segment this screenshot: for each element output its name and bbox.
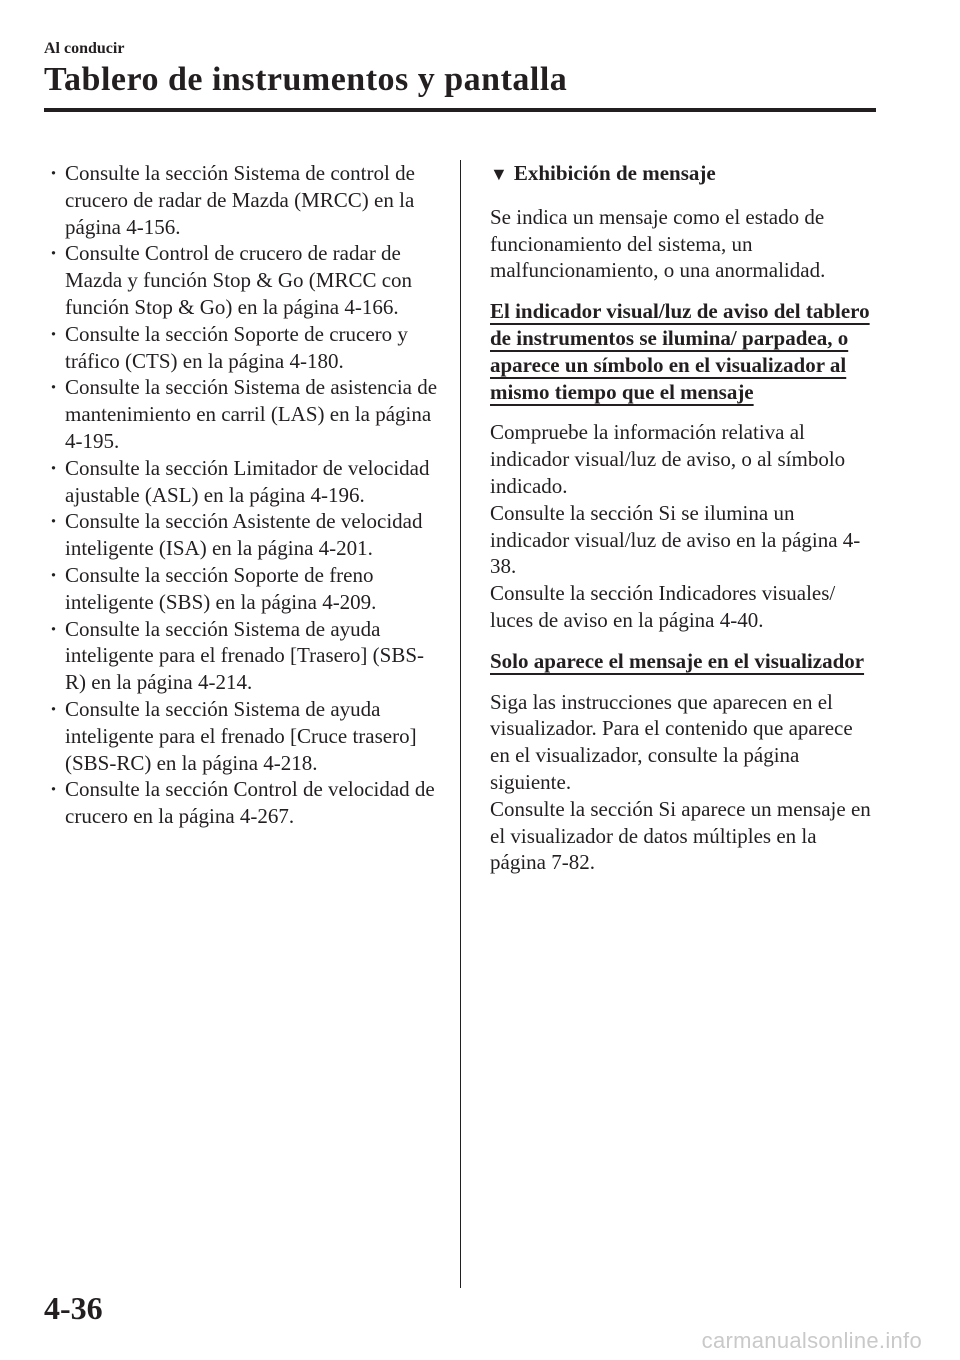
reference-list xyxy=(44,160,444,830)
list-item: · Consulte la sección Asistente de velocidad inteligente (ISA) en la página 4-201. xyxy=(44,508,444,562)
message-only-line: Consulte la sección Si aparece un mensaje en el visualizador de datos múltiples en la página 7-82. xyxy=(490,796,871,875)
list-item: · Consulte la sección Soporte de crucero y tráfico (CTS) en la página 4-180. xyxy=(44,321,444,375)
indicator-paragraph xyxy=(490,419,875,633)
list-item: · Consulte la sección Limitador de velocidad ajustable (ASL) en la página 4-196. xyxy=(44,455,444,509)
message-only-paragraph xyxy=(490,689,875,877)
message-display-heading-text: Exhibición de mensaje xyxy=(513,161,716,185)
right-column xyxy=(490,160,875,890)
page-number: 4-36 xyxy=(44,1290,103,1326)
chapter-title: Tablero de instrumentos y pantalla xyxy=(44,61,568,98)
left-column xyxy=(44,160,444,830)
list-item: · Consulte la sección Sistema de control de crucero de radar de Mazda (MRCC) en la página 4-156. xyxy=(44,160,444,240)
section-label: Al conducir xyxy=(44,40,125,57)
watermark: carmanualsonline.info xyxy=(701,1328,922,1353)
list-item: · Consulte la sección Control de velocidad de crucero en la página 4-267. xyxy=(44,776,444,830)
indicator-line: Consulte la sección Si se ilumina un indicador visual/luz de aviso en la página 4-38. xyxy=(490,500,861,579)
triangle-down-icon: ▼ xyxy=(490,164,508,184)
message-display-heading xyxy=(490,160,875,188)
column-divider xyxy=(460,160,461,1288)
list-item: · Consulte la sección Sistema de asistencia de mantenimiento en carril (LAS) en la página 4-195. xyxy=(44,374,444,454)
message-only-line: Siga las instrucciones que aparecen en el visualizador. Para el contenido que aparece en el visualizador, consulte la página siguiente. xyxy=(490,689,853,794)
list-item: · Consulte la sección Soporte de freno inteligente (SBS) en la página 4-209. xyxy=(44,562,444,616)
list-item: · Consulte la sección Sistema de ayuda inteligente para el frenado [Trasero] (SBS-R) en la página 4-214. xyxy=(44,616,444,696)
list-item: · Consulte la sección Sistema de ayuda inteligente para el frenado [Cruce trasero] (SBS-RC) en la página 4-218. xyxy=(44,696,444,776)
indicator-line: Compruebe la información relativa al indicador visual/luz de aviso, o al símbolo indicado. xyxy=(490,420,846,498)
list-item: · Consulte Control de crucero de radar de Mazda y función Stop & Go (MRCC con función Stop & Go) en la página 4-166. xyxy=(44,240,444,320)
indicator-line: Consulte la sección Indicadores visuales/ luces de aviso en la página 4-40. xyxy=(490,581,836,632)
header-rule xyxy=(44,108,876,112)
indicator-heading: El indicador visual/luz de aviso del tablero de instrumentos se ilumina/ parpadea, o aparece un símbolo en el visualizador al mismo tiempo que el mensaje xyxy=(490,299,870,404)
intro-paragraph: Se indica un mensaje como el estado de funcionamiento del sistema, un malfuncionamiento, o una anormalidad. xyxy=(490,204,826,283)
message-only-heading: Solo aparece el mensaje en el visualizador xyxy=(490,648,865,673)
